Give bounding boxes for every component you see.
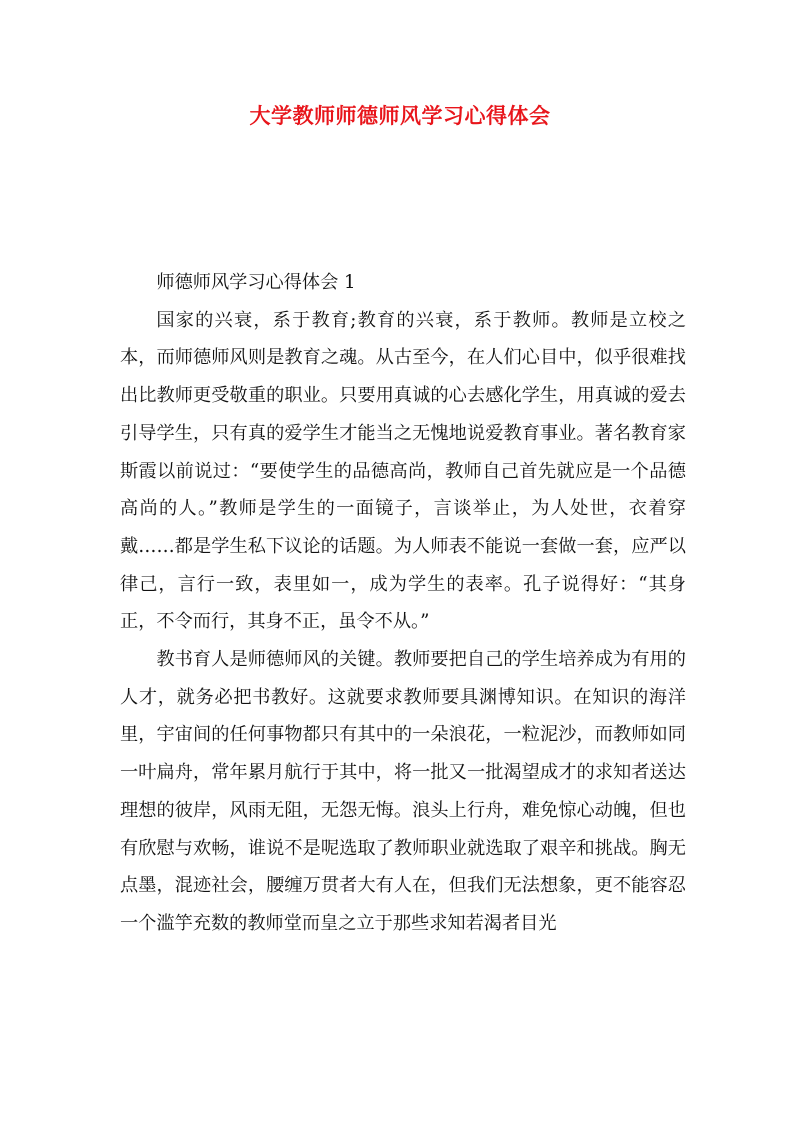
document-body <box>120 264 686 943</box>
paragraph-1: 国家的兴衰，系于教育;教育的兴衰，系于教师。教师是立校之本，而师德师风则是教育之魂。从古至今，在人们心目中，似乎很难找出比教师更受敬重的职业。只要用真诚的心去感化学生，用真诚的爱去引导学生，只有真的爱学生才能当之无愧地说爱教育事业。著名教育家斯霞以前说过：“要使学生的品德高尚，教师自己首先就应是一个品德高尚的人。”教师是学生的一面镜子，言谈举止，为人处世，衣着穿戴……都是学生私下议论的话题。为人师表不能说一套做一套，应严以律己，言行一致，表里如一，成为学生的表率。孔子说得好：“其身正，不令而行，其身不正，虽令不从。” <box>120 309 686 633</box>
section-heading: 师德师风学习心得体会 1 <box>156 272 356 293</box>
document-title: 大学教师师德师风学习心得体会 <box>249 103 551 128</box>
paragraph-2: 教书育人是师德师风的关键。教师要把自己的学生培养成为有用的人才，就务必把书教好。这就要求教师要具渊博知识。在知识的海洋里，宇宙间的任何事物都只有其中的一朵浪花，一粒泥沙，而教师如同一叶扁舟，常年累月航行于其中，将一批又一批渴望成才的求知者送达理想的彼岸，风雨无阻，无怨无悔。浪头上行舟，难免惊心动魄，但也有欣慰与欢畅，谁说不是呢选取了教师职业就选取了艰辛和挑战。胸无点墨，混迹社会，腰缠万贯者大有人在，但我们无法想象，更不能容忍一个滥竽充数的教师堂而皇之立于那些求知若渴者目光 <box>120 649 686 934</box>
